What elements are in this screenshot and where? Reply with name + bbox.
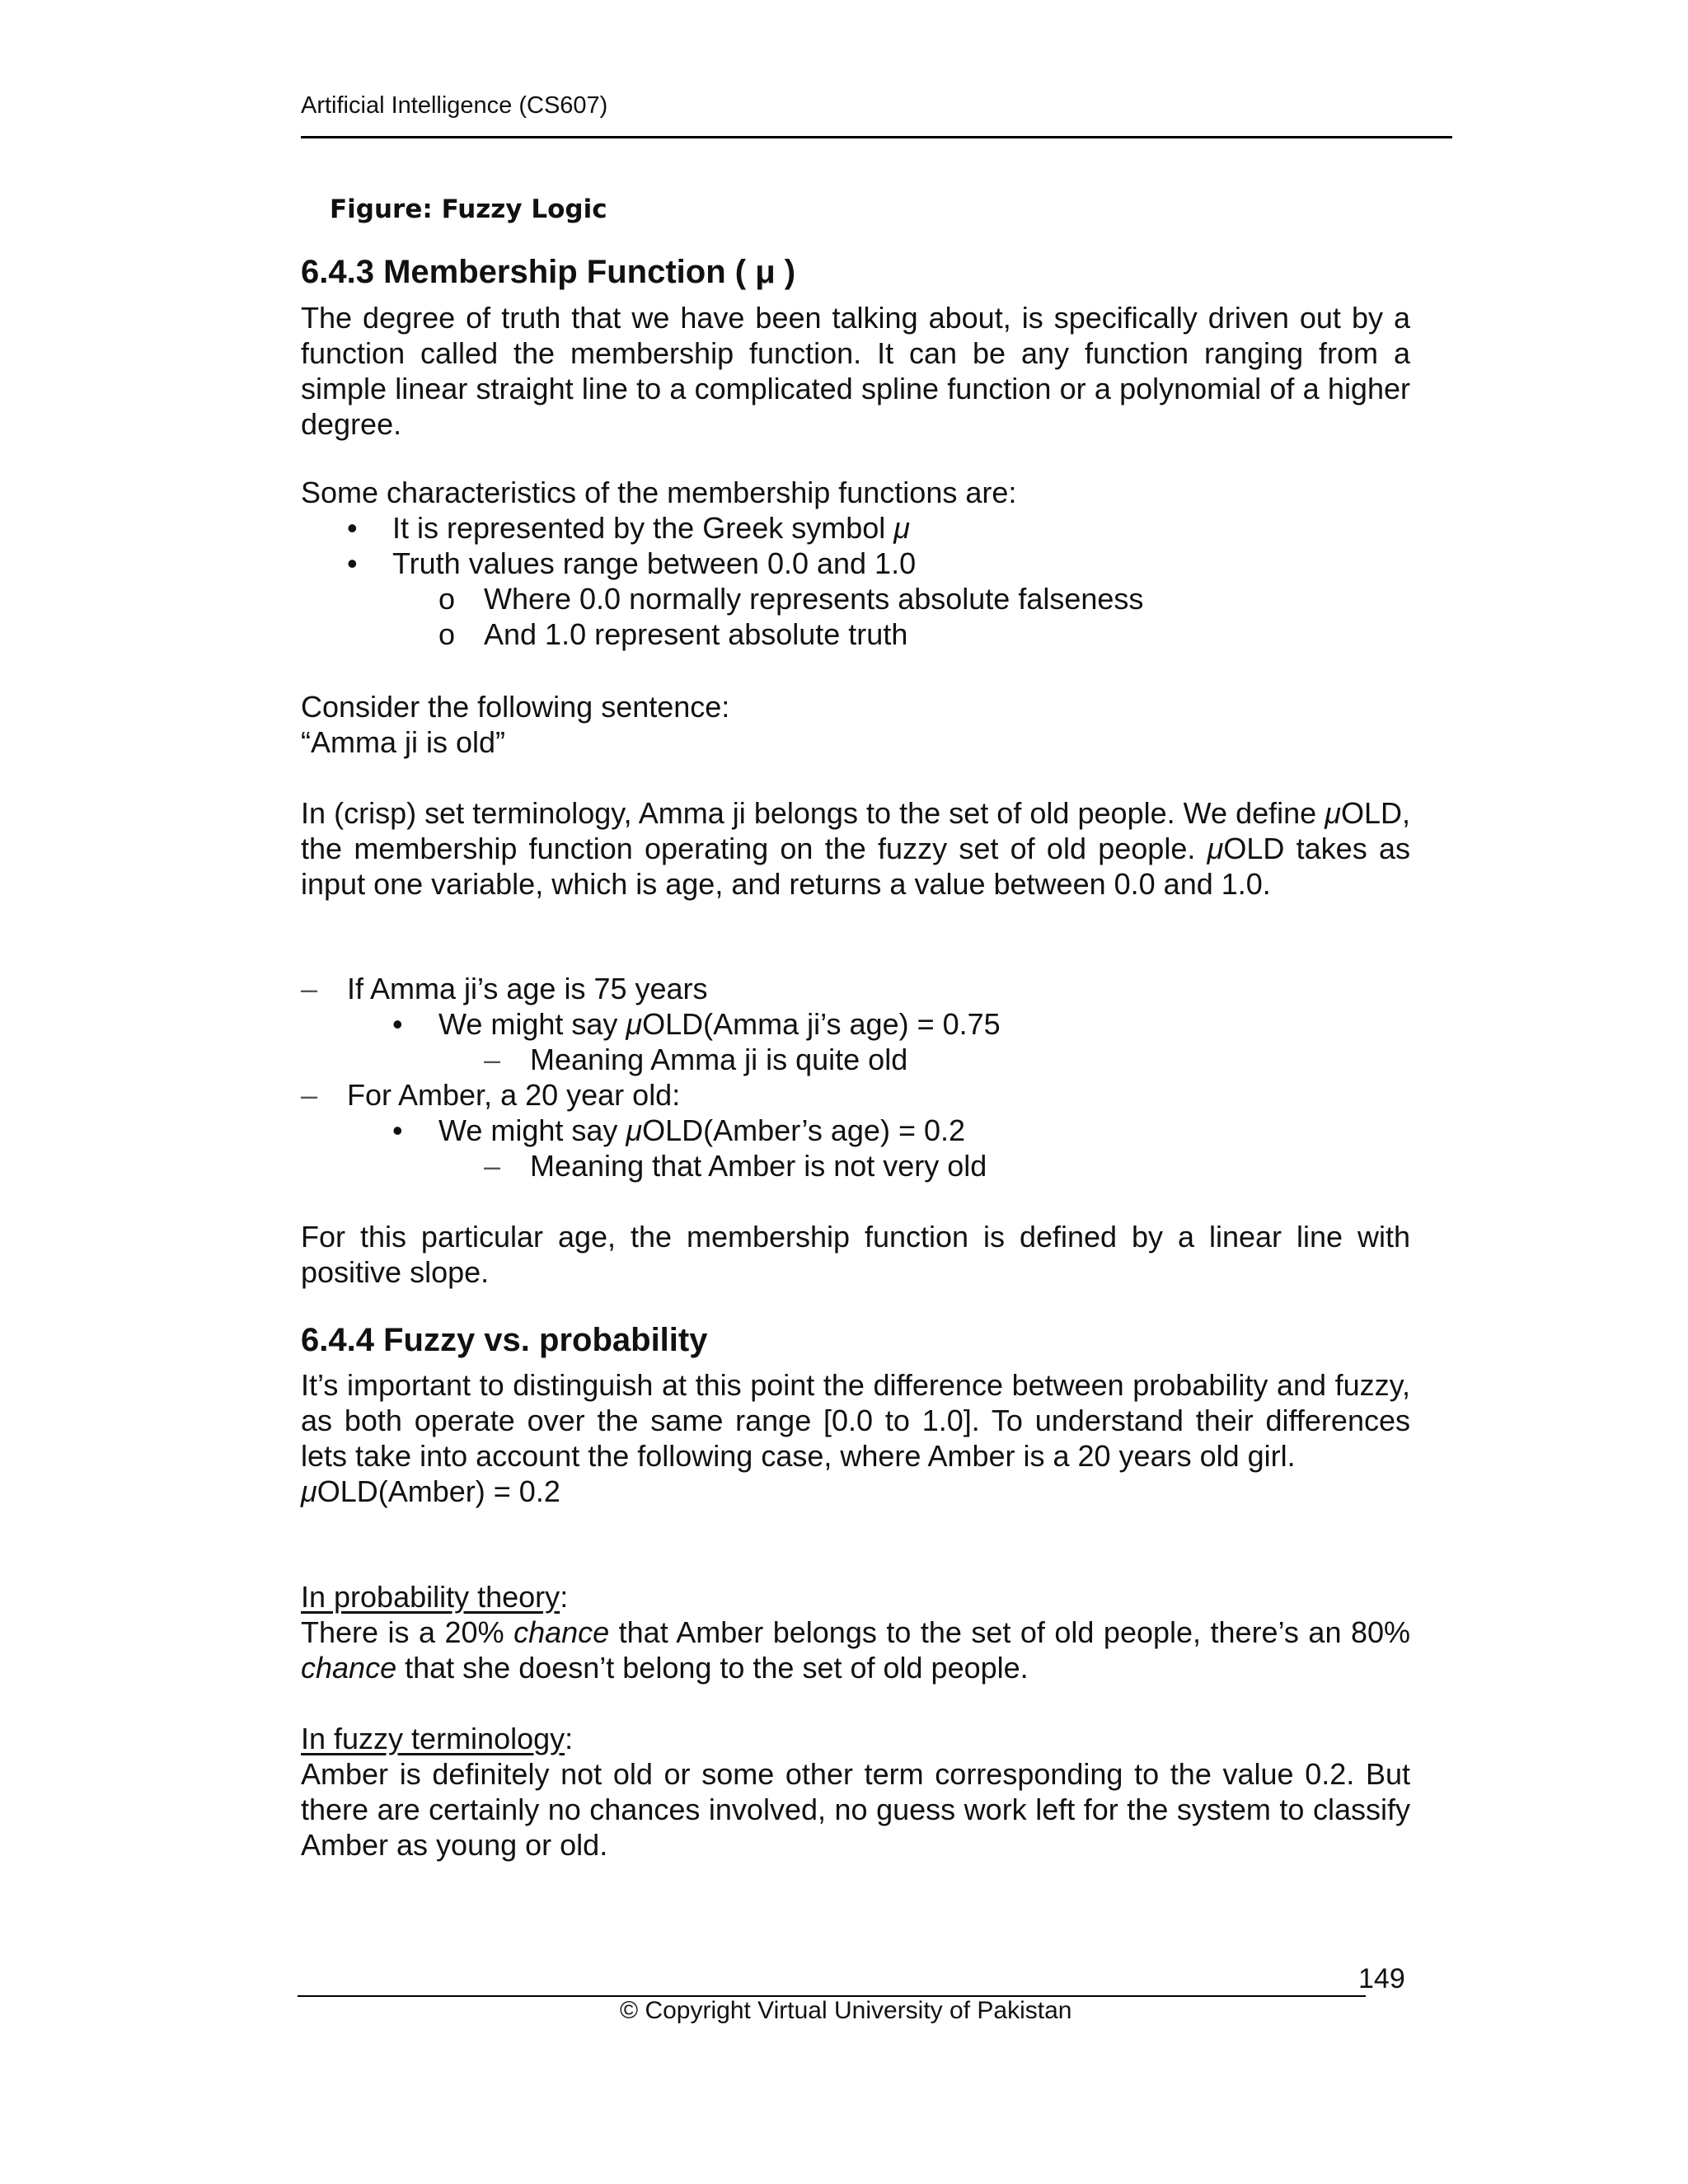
bullet-1-text: It is represented by the Greek symbol — [392, 511, 894, 545]
fuzzy-terminology-label: In fuzzy terminology — [301, 1722, 565, 1755]
bullet-item-greek-symbol — [392, 510, 910, 546]
running-header: Artificial Intelligence (CS607) — [301, 92, 608, 119]
crisp-set-paragraph — [301, 795, 1410, 902]
section-heading-6-4-3: 6.4.3 Membership Function ( μ ) — [301, 254, 796, 290]
mu-symbol: μ — [301, 1474, 317, 1508]
figure-caption: Figure: Fuzzy Logic — [330, 194, 607, 224]
mu-symbol: μ — [1325, 796, 1341, 830]
case-amma-ji-mu — [438, 1006, 1001, 1042]
say-prefix: We might say — [438, 1007, 626, 1041]
section-heading-6-4-4: 6.4.4 Fuzzy vs. probability — [301, 1322, 708, 1358]
consider-line: Consider the following sentence: — [301, 690, 730, 724]
case-amma-ji-meaning: Meaning Amma ji is quite old — [530, 1043, 908, 1076]
case-amber: For Amber, a 20 year old: — [347, 1078, 681, 1112]
crisp-text-2: OLD, the membership function operating on the fuzzy set of old people. — [301, 796, 1410, 865]
fuzzy-terminology-paragraph: Amber is definitely not old or some other term corresponding to the value 0.2. But there are certainly no chances involved, no guess work left for the system to classify Amber as young or old. — [301, 1757, 1410, 1862]
mu-symbol: μ — [893, 511, 911, 545]
sub-bullet-falseness: Where 0.0 normally represents absolute falseness — [484, 582, 1144, 616]
mu-symbol: μ — [626, 1113, 643, 1147]
bullet-marker: • — [392, 1113, 403, 1147]
probability-theory-heading — [301, 1579, 568, 1615]
example-quote: “Amma ji is old” — [301, 725, 506, 759]
bullet-marker: • — [347, 511, 358, 545]
fuzzy-vs-probability-paragraph — [301, 1367, 1410, 1509]
case-amber-mu — [438, 1113, 965, 1148]
mu-old-amber: OLD(Amber) = 0.2 — [316, 1474, 560, 1508]
dash-marker: – — [301, 1078, 318, 1112]
example-cases — [301, 971, 1455, 1185]
header-divider — [301, 136, 1452, 138]
dash-marker: – — [301, 972, 318, 1005]
characteristics-block — [301, 475, 1455, 656]
say-prefix: We might say — [438, 1113, 626, 1147]
membership-intro-paragraph: The degree of truth that we have been talking about, is specifically driven out by a function called the membership function. It can be any function ranging from a simple linear straight line to a complicated spline function or a polynomial of a higher degree. — [301, 301, 1410, 441]
case-amma-ji: If Amma ji’s age is 75 years — [347, 972, 708, 1005]
chance-word: chance — [301, 1651, 397, 1685]
bullet-marker: • — [392, 1007, 403, 1041]
prob-text-3: that she doesn’t belong to the set of old people. — [396, 1651, 1029, 1685]
characteristics-intro: Some characteristics of the membership functions are: — [301, 476, 1017, 509]
sub-bullet-truth: And 1.0 represent absolute truth — [484, 617, 908, 651]
bullet-marker: • — [347, 546, 358, 580]
bullet-item-truth-range: Truth values range between 0.0 and 1.0 — [392, 546, 917, 580]
consider-block — [301, 689, 729, 760]
dash-marker: – — [484, 1149, 501, 1183]
dash-marker: – — [484, 1043, 501, 1076]
prob-text-1: There is a 20% — [301, 1615, 514, 1649]
crisp-text-3: OLD takes as input one variable, which is age, and returns a value between 0.0 and 1.0. — [301, 832, 1410, 901]
mu-symbol: μ — [1207, 832, 1224, 865]
sub-bullet-marker: o — [438, 582, 456, 616]
colon: : — [565, 1722, 574, 1755]
colon: : — [560, 1580, 569, 1614]
fuzzy-vs-prob-intro: It’s important to distinguish at this point the difference between probability and fuzzy, as both operate over the same range [0.0 to 1.0]. To understand their differences lets take into account the following case, where Amber is a 20 years old girl. — [301, 1368, 1410, 1473]
prob-text-2: that Amber belongs to the set of old people, there’s an 80% — [609, 1615, 1411, 1649]
mu-symbol: μ — [626, 1007, 643, 1041]
chance-word: chance — [513, 1615, 610, 1649]
probability-theory-label: In probability theory — [301, 1580, 560, 1614]
linear-line-paragraph: For this particular age, the membership function is defined by a linear line with positive slope. — [301, 1220, 1410, 1289]
copyright-notice: © Copyright Virtual University of Pakistan — [620, 1997, 1072, 2024]
page-number: 149 — [1358, 1963, 1405, 1994]
mu-expression: OLD(Amber’s age) = 0.2 — [642, 1113, 966, 1147]
crisp-text-1: In (crisp) set terminology, Amma ji belongs to the set of old people. We define — [301, 796, 1325, 830]
probability-theory-paragraph — [301, 1615, 1410, 1685]
fuzzy-terminology-heading — [301, 1721, 573, 1756]
mu-expression: OLD(Amma ji’s age) = 0.75 — [642, 1007, 1001, 1041]
case-amber-meaning: Meaning that Amber is not very old — [530, 1149, 987, 1183]
sub-bullet-marker: o — [438, 617, 456, 651]
